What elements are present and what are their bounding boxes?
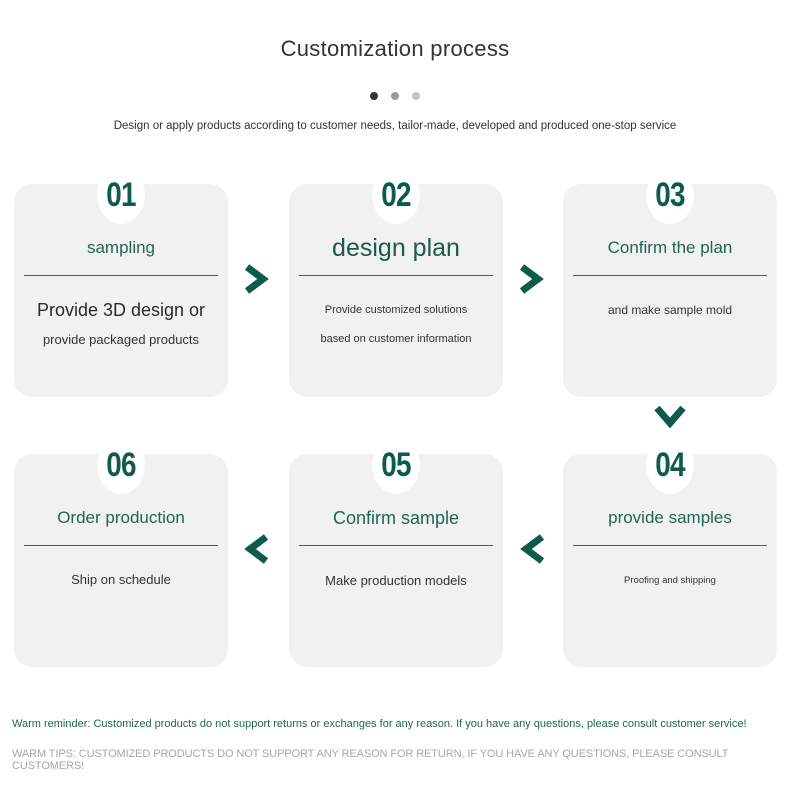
step-card-05 [289, 445, 503, 667]
warm-reminder: Warm reminder: Customized products do not support returns or exchanges for any reason. If you have any questions, please consult customer service! [12, 718, 747, 730]
step-desc-line: Provide customized solutions [324, 304, 468, 316]
carousel-dots [0, 92, 790, 100]
divider [24, 275, 218, 276]
step-title: provide samples [608, 508, 732, 527]
step-card-02 [289, 175, 503, 397]
divider [299, 545, 493, 546]
step-card-06 [14, 445, 228, 667]
step-title: design plan [332, 234, 460, 262]
arrow-right-icon [518, 264, 546, 294]
step-desc-line: provide packaged products [42, 332, 200, 347]
arrow-right-icon [243, 264, 271, 294]
warm-tips: WARM TIPS: CUSTOMIZED PRODUCTS DO NOT SUPPORT ANY REASON FOR RETURN, IF YOU HAVE ANY QUESTIONS, PLEASE CONSULT CUSTOMERS! [12, 748, 729, 772]
arrow-left-icon [242, 534, 270, 564]
step-desc-line: Provide 3D design or [36, 300, 206, 320]
step-desc-line: and make sample mold [607, 303, 733, 317]
divider [299, 275, 493, 276]
step-desc-line: Proofing and shipping [624, 575, 716, 586]
divider [573, 545, 767, 546]
step-title: Confirm sample [332, 508, 460, 528]
step-title: Order production [57, 508, 185, 527]
step-card-03 [563, 175, 777, 397]
step-number: 06 [97, 436, 145, 494]
page-subtitle: Design or apply products according to customer needs, tailor-made, developed and produced one-stop service [113, 120, 677, 132]
step-title: sampling [86, 238, 156, 257]
arrow-down-icon [654, 404, 686, 430]
step-number: 01 [97, 166, 145, 224]
step-number: 05 [372, 436, 420, 494]
arrow-left-icon [518, 534, 546, 564]
step-number: 02 [372, 166, 420, 224]
step-card-04 [563, 445, 777, 667]
step-card-01 [14, 175, 228, 397]
step-desc-line: Make production models [325, 573, 467, 588]
step-number: 04 [646, 436, 694, 494]
step-desc-line: based on customer information [320, 333, 472, 345]
page-title: Customization process [280, 36, 510, 61]
divider [573, 275, 767, 276]
step-title: Confirm the plan [607, 238, 733, 257]
divider [24, 545, 218, 546]
step-desc-line: Ship on schedule [71, 572, 171, 587]
carousel-dot-3[interactable] [412, 92, 420, 100]
step-number: 03 [646, 166, 694, 224]
carousel-dot-2[interactable] [391, 92, 399, 100]
carousel-dot-1[interactable] [370, 92, 378, 100]
